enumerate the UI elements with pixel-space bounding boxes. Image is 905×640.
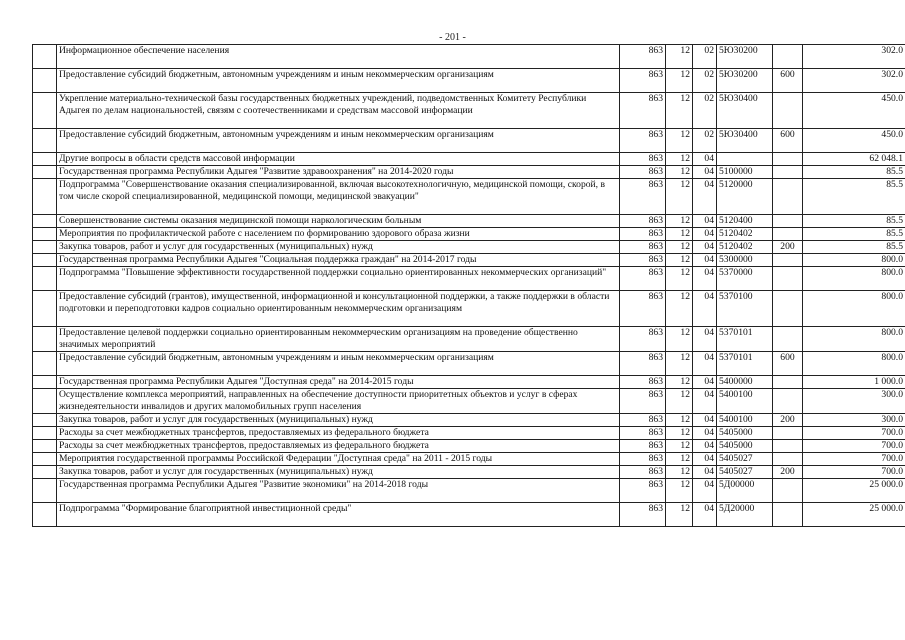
target-article-cell: 5100000 — [717, 166, 773, 179]
subsection-code-cell: 04 — [693, 427, 717, 440]
subsection-code-cell: 04 — [693, 466, 717, 479]
description-cell: Предоставление субсидий бюджетным, автономным учреждениям и иным некоммерческим организациям — [57, 352, 620, 376]
row-margin-cell — [33, 254, 57, 267]
expense-type-cell — [773, 93, 803, 129]
description-cell: Закупка товаров, работ и услуг для государственных (муниципальных) нужд — [57, 414, 620, 427]
expense-type-cell — [773, 389, 803, 414]
section-code-cell: 12 — [666, 267, 693, 291]
description-cell: Государственная программа Республики Адыгея "Развитие экономики" на 2014-2018 годы — [57, 479, 620, 503]
description-cell: Совершенствование системы оказания медицинской помощи наркологическим больным — [57, 215, 620, 228]
expense-type-cell: 200 — [773, 414, 803, 427]
target-article-cell: 5405000 — [717, 440, 773, 453]
subsection-code-cell: 02 — [693, 93, 717, 129]
subsection-code-cell: 04 — [693, 254, 717, 267]
expense-type-cell — [773, 479, 803, 503]
ministry-code-cell: 863 — [620, 228, 666, 241]
subsection-code-cell: 04 — [693, 327, 717, 352]
amount-cell: 85.5 — [803, 215, 905, 228]
amount-cell: 700.0 — [803, 440, 905, 453]
target-article-cell: 5300000 — [717, 254, 773, 267]
description-cell: Подпрограмма "Формирование благоприятной инвестиционной среды" — [57, 503, 620, 527]
target-article-cell: 5120400 — [717, 215, 773, 228]
row-margin-cell — [33, 93, 57, 129]
subsection-code-cell: 02 — [693, 69, 717, 93]
table-row — [33, 453, 905, 466]
table-row — [33, 389, 905, 414]
ministry-code-cell: 863 — [620, 241, 666, 254]
description-cell: Закупка товаров, работ и услуг для государственных (муниципальных) нужд — [57, 466, 620, 479]
row-margin-cell — [33, 389, 57, 414]
row-margin-cell — [33, 427, 57, 440]
subsection-code-cell: 04 — [693, 503, 717, 527]
amount-cell: 302.0 — [803, 45, 905, 69]
row-margin-cell — [33, 414, 57, 427]
row-margin-cell — [33, 153, 57, 166]
table-row — [33, 153, 905, 166]
amount-cell: 85.5 — [803, 241, 905, 254]
expense-type-cell: 200 — [773, 466, 803, 479]
table-row — [33, 414, 905, 427]
table-row — [33, 69, 905, 93]
table-row — [33, 93, 905, 129]
ministry-code-cell: 863 — [620, 129, 666, 153]
description-cell: Государственная программа Республики Адыгея "Развитие здравоохранения" на 2014-2020 годы — [57, 166, 620, 179]
description-cell: Предоставление субсидий бюджетным, автономным учреждениям и иным некоммерческим организациям — [57, 69, 620, 93]
section-code-cell: 12 — [666, 503, 693, 527]
row-margin-cell — [33, 241, 57, 254]
section-code-cell: 12 — [666, 93, 693, 129]
expense-type-cell — [773, 376, 803, 389]
row-margin-cell — [33, 352, 57, 376]
amount-cell: 450.0 — [803, 93, 905, 129]
amount-cell: 85.5 — [803, 166, 905, 179]
ministry-code-cell: 863 — [620, 153, 666, 166]
ministry-code-cell: 863 — [620, 166, 666, 179]
subsection-code-cell: 04 — [693, 241, 717, 254]
row-margin-cell — [33, 440, 57, 453]
section-code-cell: 12 — [666, 327, 693, 352]
description-cell: Расходы за счет межбюджетных трансфертов, предоставляемых из федерального бюджета — [57, 427, 620, 440]
ministry-code-cell: 863 — [620, 466, 666, 479]
table-row — [33, 503, 905, 527]
description-cell: Мероприятия по профилактической работе с населением по формированию здорового образа жизни — [57, 228, 620, 241]
description-cell: Подпрограмма "Повышение эффективности государственной поддержки социально ориентированных некоммерческих организаций" — [57, 267, 620, 291]
description-cell: Предоставление субсидий (грантов), имущественной, информационной и консультационной поддержки, а также поддержки в области подготовки и переподготовки кадров социально ориентированным некоммерческим организациям — [57, 291, 620, 327]
subsection-code-cell: 04 — [693, 389, 717, 414]
subsection-code-cell: 04 — [693, 166, 717, 179]
expense-type-cell: 600 — [773, 69, 803, 93]
expense-type-cell — [773, 503, 803, 527]
row-margin-cell — [33, 228, 57, 241]
amount-cell: 302.0 — [803, 69, 905, 93]
section-code-cell: 12 — [666, 153, 693, 166]
amount-cell: 800.0 — [803, 352, 905, 376]
amount-cell: 300.0 — [803, 389, 905, 414]
expense-type-cell — [773, 254, 803, 267]
ministry-code-cell: 863 — [620, 69, 666, 93]
section-code-cell: 12 — [666, 241, 693, 254]
section-code-cell: 12 — [666, 352, 693, 376]
row-margin-cell — [33, 453, 57, 466]
subsection-code-cell: 04 — [693, 228, 717, 241]
expense-type-cell: 600 — [773, 129, 803, 153]
amount-cell: 700.0 — [803, 466, 905, 479]
ministry-code-cell: 863 — [620, 93, 666, 129]
subsection-code-cell: 04 — [693, 376, 717, 389]
section-code-cell: 12 — [666, 254, 693, 267]
table-row — [33, 479, 905, 503]
section-code-cell: 12 — [666, 376, 693, 389]
row-margin-cell — [33, 291, 57, 327]
ministry-code-cell: 863 — [620, 215, 666, 228]
target-article-cell: 5405027 — [717, 453, 773, 466]
section-code-cell: 12 — [666, 389, 693, 414]
subsection-code-cell: 04 — [693, 479, 717, 503]
ministry-code-cell: 863 — [620, 267, 666, 291]
ministry-code-cell: 863 — [620, 440, 666, 453]
amount-cell: 800.0 — [803, 327, 905, 352]
expense-type-cell — [773, 215, 803, 228]
section-code-cell: 12 — [666, 440, 693, 453]
amount-cell: 700.0 — [803, 427, 905, 440]
amount-cell: 800.0 — [803, 254, 905, 267]
section-code-cell: 12 — [666, 414, 693, 427]
row-margin-cell — [33, 327, 57, 352]
description-cell: Предоставление субсидий бюджетным, автономным учреждениям и иным некоммерческим организациям — [57, 129, 620, 153]
section-code-cell: 12 — [666, 215, 693, 228]
table-row — [33, 129, 905, 153]
subsection-code-cell: 02 — [693, 129, 717, 153]
expense-type-cell — [773, 427, 803, 440]
amount-cell: 300.0 — [803, 414, 905, 427]
target-article-cell — [717, 153, 773, 166]
row-margin-cell — [33, 376, 57, 389]
target-article-cell: 5405000 — [717, 427, 773, 440]
description-cell: Государственная программа Республики Адыгея "Доступная среда" на 2014-2015 годы — [57, 376, 620, 389]
expense-type-cell — [773, 153, 803, 166]
target-article-cell: 5Ю30400 — [717, 129, 773, 153]
table-row — [33, 291, 905, 327]
row-margin-cell — [33, 69, 57, 93]
subsection-code-cell: 04 — [693, 153, 717, 166]
expense-type-cell — [773, 179, 803, 215]
amount-cell: 62 048.1 — [803, 153, 905, 166]
row-margin-cell — [33, 179, 57, 215]
target-article-cell: 5Д20000 — [717, 503, 773, 527]
row-margin-cell — [33, 267, 57, 291]
description-cell: Расходы за счет межбюджетных трансфертов, предоставляемых из федерального бюджета — [57, 440, 620, 453]
subsection-code-cell: 04 — [693, 453, 717, 466]
expense-type-cell — [773, 453, 803, 466]
target-article-cell: 5370000 — [717, 267, 773, 291]
description-cell: Закупка товаров, работ и услуг для государственных (муниципальных) нужд — [57, 241, 620, 254]
expense-type-cell: 600 — [773, 352, 803, 376]
section-code-cell: 12 — [666, 69, 693, 93]
description-cell: Другие вопросы в области средств массовой информации — [57, 153, 620, 166]
amount-cell: 700.0 — [803, 453, 905, 466]
expense-type-cell — [773, 166, 803, 179]
page-number: - 201 - — [439, 32, 466, 43]
table-row — [33, 228, 905, 241]
target-article-cell: 5120402 — [717, 241, 773, 254]
row-margin-cell — [33, 503, 57, 527]
table-row — [33, 427, 905, 440]
amount-cell: 25 000.0 — [803, 503, 905, 527]
target-article-cell: 5120000 — [717, 179, 773, 215]
ministry-code-cell: 863 — [620, 414, 666, 427]
row-margin-cell — [33, 129, 57, 153]
row-margin-cell — [33, 166, 57, 179]
table-row — [33, 241, 905, 254]
row-margin-cell — [33, 215, 57, 228]
ministry-code-cell: 863 — [620, 479, 666, 503]
ministry-code-cell: 863 — [620, 327, 666, 352]
table-row — [33, 267, 905, 291]
section-code-cell: 12 — [666, 466, 693, 479]
table-row — [33, 327, 905, 352]
subsection-code-cell: 02 — [693, 45, 717, 69]
target-article-cell: 5Ю30200 — [717, 45, 773, 69]
expense-type-cell — [773, 440, 803, 453]
description-cell: Подпрограмма "Совершенствование оказания специализированной, включая высокотехнологичную, медицинской помощи, скорой, в том числе скорой специализированной, медицинской помощи, медицинской эвакуации" — [57, 179, 620, 215]
description-cell: Предоставление целевой поддержки социально ориентированным некоммерческим организациям на проведение общественно значимых мероприятий — [57, 327, 620, 352]
ministry-code-cell: 863 — [620, 453, 666, 466]
target-article-cell: 5405027 — [717, 466, 773, 479]
subsection-code-cell: 04 — [693, 440, 717, 453]
description-cell: Осуществление комплекса мероприятий, направленных на обеспечение доступности приоритетных объектов и услуг в сферах жизнедеятельности инвалидов и других маломобильных групп населения — [57, 389, 620, 414]
amount-cell: 800.0 — [803, 291, 905, 327]
subsection-code-cell: 04 — [693, 179, 717, 215]
budget-table — [32, 44, 905, 527]
description-cell: Информационное обеспечение населения — [57, 45, 620, 69]
amount-cell: 1 000.0 — [803, 376, 905, 389]
description-cell: Государственная программа Республики Адыгея "Социальная поддержка граждан" на 2014-2017 годы — [57, 254, 620, 267]
section-code-cell: 12 — [666, 291, 693, 327]
ministry-code-cell: 863 — [620, 254, 666, 267]
table-row — [33, 179, 905, 215]
section-code-cell: 12 — [666, 228, 693, 241]
expense-type-cell — [773, 267, 803, 291]
expense-type-cell: 200 — [773, 241, 803, 254]
ministry-code-cell: 863 — [620, 352, 666, 376]
target-article-cell: 5400100 — [717, 414, 773, 427]
row-margin-cell — [33, 45, 57, 69]
section-code-cell: 12 — [666, 166, 693, 179]
target-article-cell: 5Ю30400 — [717, 93, 773, 129]
ministry-code-cell: 863 — [620, 427, 666, 440]
ministry-code-cell: 863 — [620, 376, 666, 389]
table-row — [33, 166, 905, 179]
ministry-code-cell: 863 — [620, 179, 666, 215]
table-row — [33, 254, 905, 267]
section-code-cell: 12 — [666, 453, 693, 466]
target-article-cell: 5120402 — [717, 228, 773, 241]
ministry-code-cell: 863 — [620, 45, 666, 69]
table-row — [33, 352, 905, 376]
amount-cell: 800.0 — [803, 267, 905, 291]
subsection-code-cell: 04 — [693, 267, 717, 291]
description-cell: Укрепление материально-технической базы государственных бюджетных учреждений, подведомственных Комитету Республики Адыгея по делам национальностей, связям с соотечественниками и средствам массовой информации — [57, 93, 620, 129]
table-row — [33, 440, 905, 453]
table-row — [33, 376, 905, 389]
section-code-cell: 12 — [666, 45, 693, 69]
row-margin-cell — [33, 479, 57, 503]
section-code-cell: 12 — [666, 129, 693, 153]
amount-cell: 25 000.0 — [803, 479, 905, 503]
target-article-cell: 5370101 — [717, 327, 773, 352]
target-article-cell: 5Ю30200 — [717, 69, 773, 93]
expense-type-cell — [773, 228, 803, 241]
ministry-code-cell: 863 — [620, 389, 666, 414]
subsection-code-cell: 04 — [693, 291, 717, 327]
amount-cell: 450.0 — [803, 129, 905, 153]
table-row — [33, 215, 905, 228]
row-margin-cell — [33, 466, 57, 479]
ministry-code-cell: 863 — [620, 291, 666, 327]
expense-type-cell — [773, 45, 803, 69]
table-row — [33, 45, 905, 69]
subsection-code-cell: 04 — [693, 352, 717, 376]
target-article-cell: 5400000 — [717, 376, 773, 389]
expense-type-cell — [773, 327, 803, 352]
section-code-cell: 12 — [666, 479, 693, 503]
section-code-cell: 12 — [666, 179, 693, 215]
target-article-cell: 5Д00000 — [717, 479, 773, 503]
table-row — [33, 466, 905, 479]
target-article-cell: 5370101 — [717, 352, 773, 376]
expense-type-cell — [773, 291, 803, 327]
amount-cell: 85.5 — [803, 228, 905, 241]
subsection-code-cell: 04 — [693, 215, 717, 228]
description-cell: Мероприятия государственной программы Российской Федерации "Доступная среда" на 2011 - 2015 годы — [57, 453, 620, 466]
target-article-cell: 5370100 — [717, 291, 773, 327]
section-code-cell: 12 — [666, 427, 693, 440]
amount-cell: 85.5 — [803, 179, 905, 215]
ministry-code-cell: 863 — [620, 503, 666, 527]
target-article-cell: 5400100 — [717, 389, 773, 414]
subsection-code-cell: 04 — [693, 414, 717, 427]
